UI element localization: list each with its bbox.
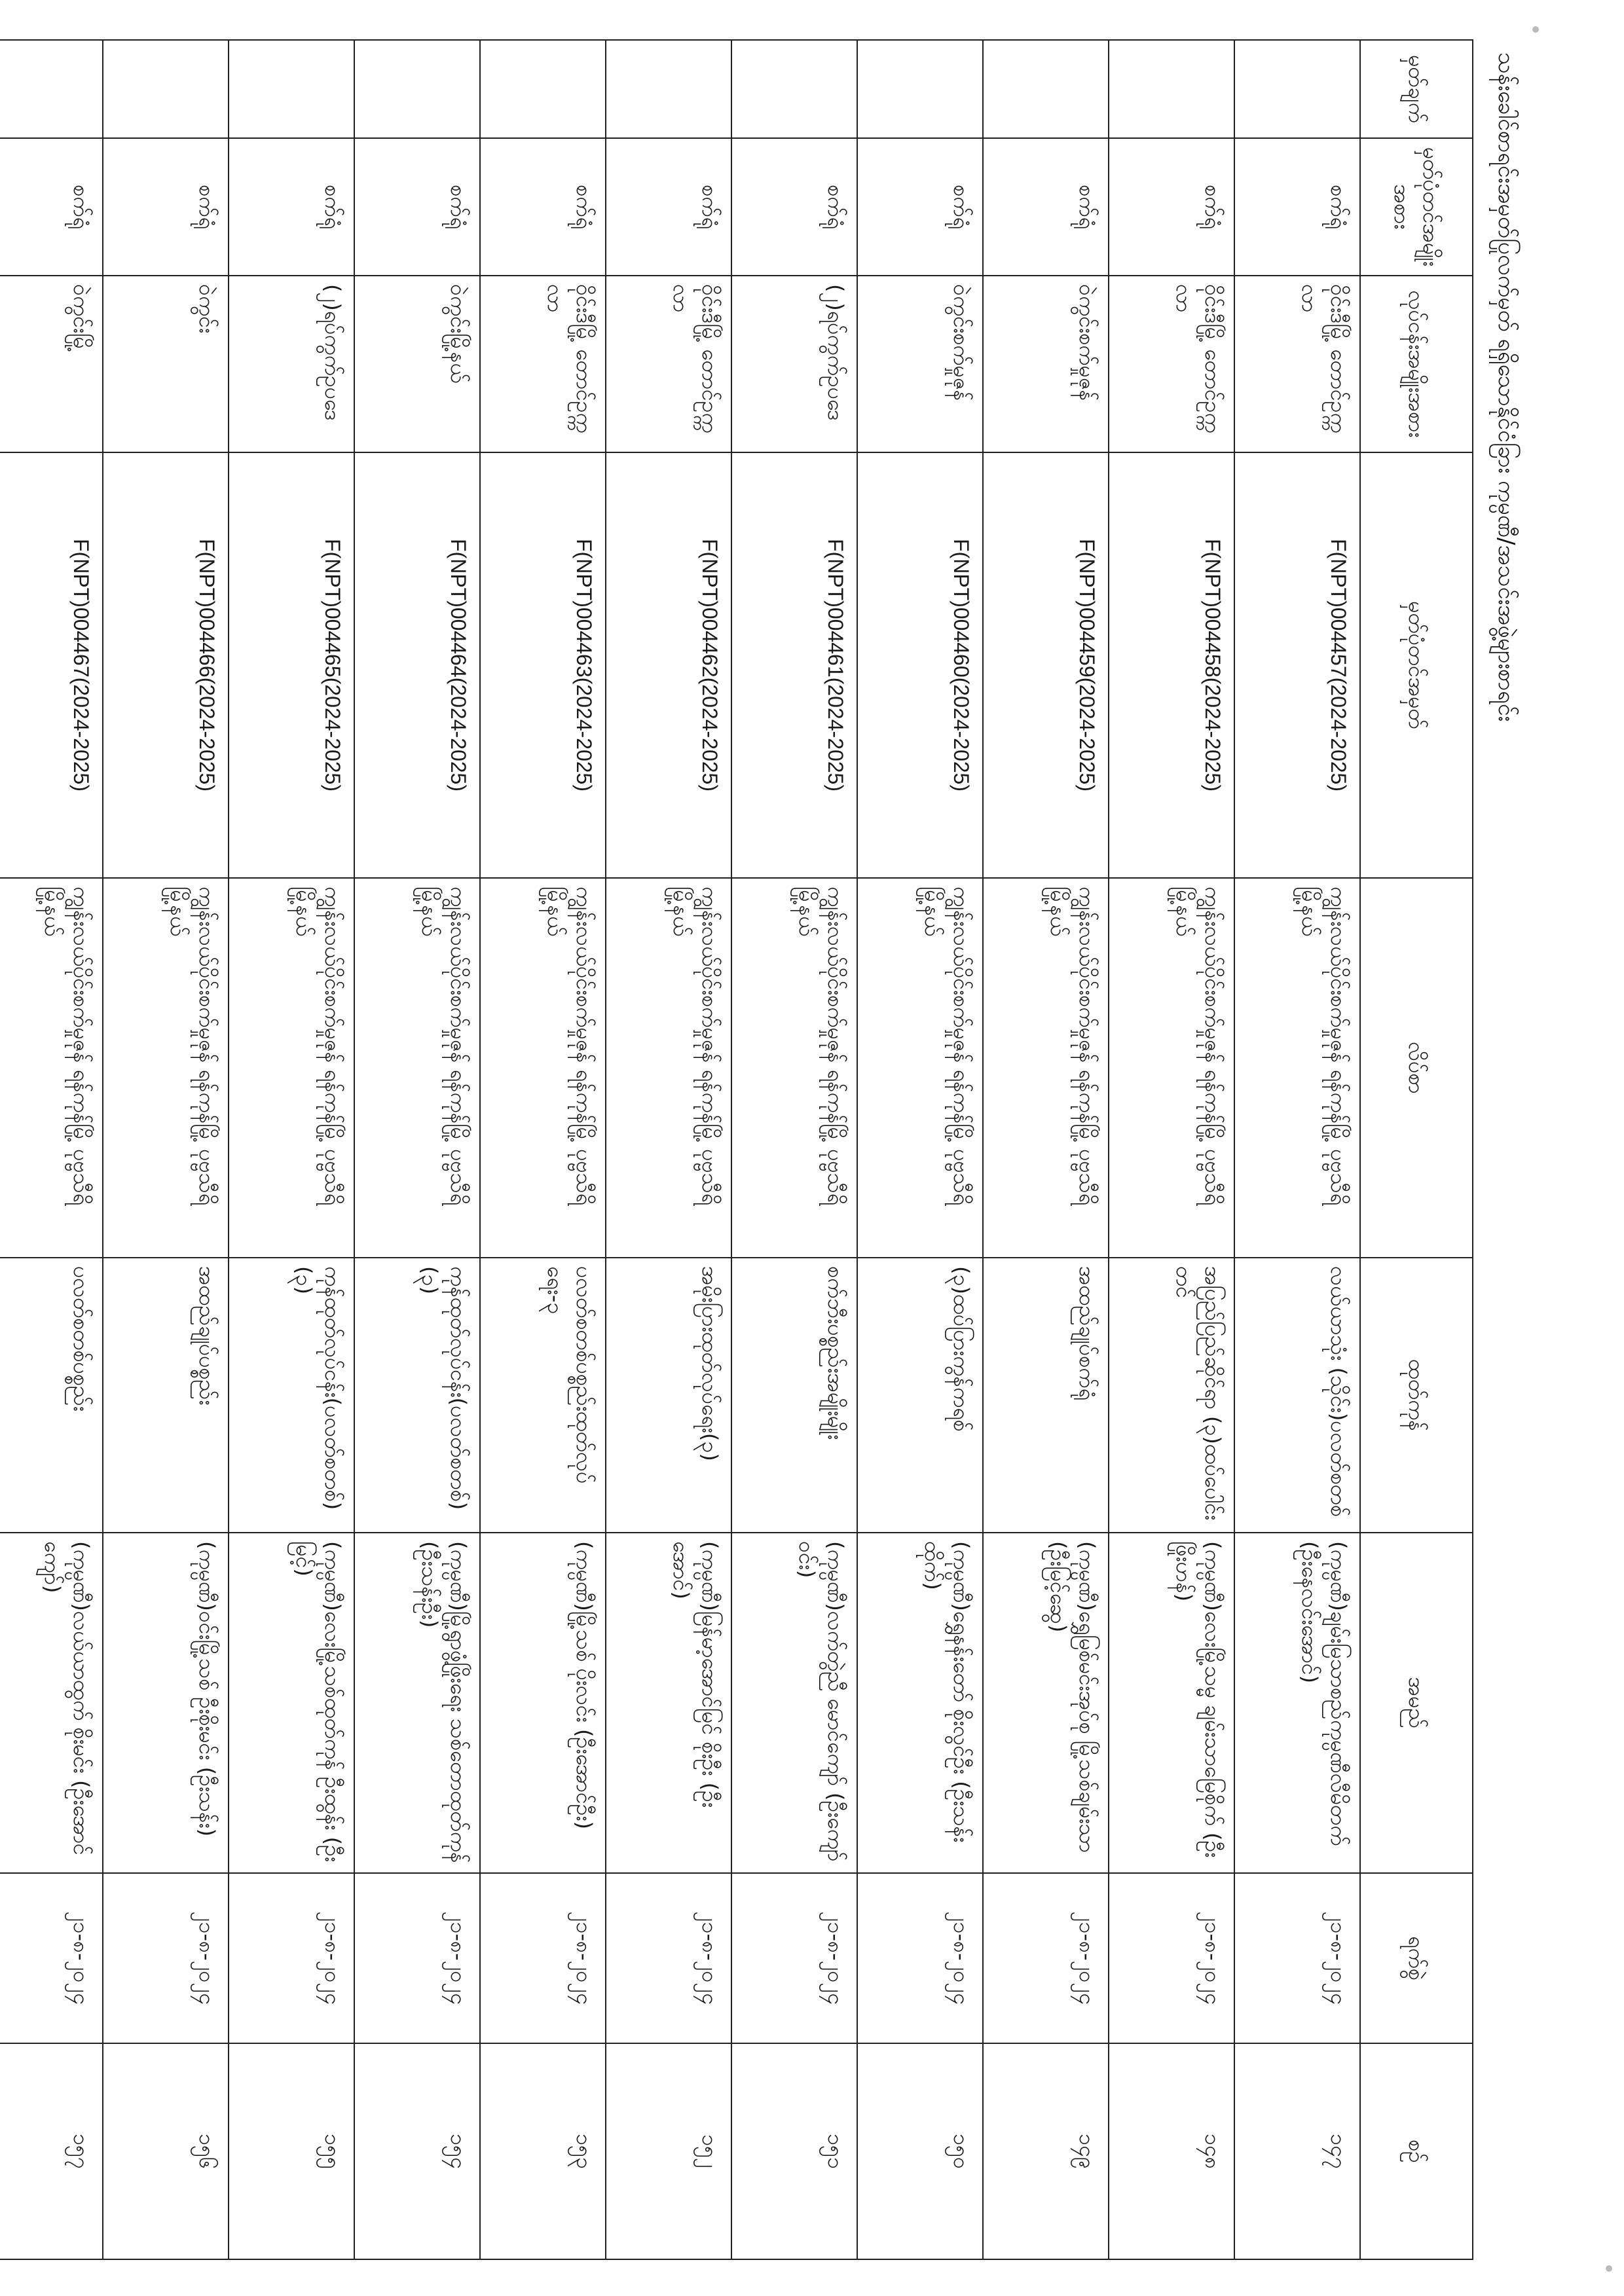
cell-business: ဝဲကွင်းစက်မှုဇုန် (983, 276, 1109, 452)
cell-name: (ကုမ္ပဏီ)မြန်မာ့အောင်မြင် စိုးဦး (ဦးအောင်) (606, 1533, 731, 1873)
cell-name: (ကုမ္ပဏီ)ချမ်းမြသာစည်ကုမ္ပဏီလီမိတက် (ဦးနေလင်းအောင်) (1234, 1533, 1360, 1873)
cell-product: စက်ဘီးပစ္စည်းအမျိုးမျိုး (731, 1258, 857, 1533)
cell-name: (ကုမ္ပဏီ)လက်တွဲညီ မောင်ကျော် (ဦးကျော်ဝင်း) (731, 1533, 857, 1873)
cell-date: ၂၁-၈-၂၀၂၄ (103, 1873, 229, 2043)
cell-no: ၁၅၅ (229, 2043, 354, 2259)
cell-reg-no: F(NPT)004464(2024-2025) (354, 452, 480, 878)
cell-address: ကျွန်းလယ်ပိုင်းစက်မှုဇုန် ရန်ကုန်မြို့ ပုဗ္ဗသီရိမြို့နယ် (480, 878, 606, 1258)
cell-no: ၁၅၆ (103, 2043, 229, 2259)
cell-reg-type: စက်ရုံ (983, 138, 1109, 276)
cell-business: (၂)ရပ်ကွက်ဥပဒေ (731, 276, 857, 452)
cell-product: ကုန်ထုတ်လုပ်ငန်း(ပလတ်စတစ်)(၃) (229, 1258, 354, 1533)
cell-product: ပလတ်စတစ်ပစ္စည်းထုတ်လုပ်ရေး-၃ (480, 1258, 606, 1533)
table-row (731, 40, 857, 2259)
cell-address: ကျွန်းလယ်ပိုင်းစက်မှုဇုန် ရန်ကုန်မြို့ ပုဗ္ဗသီရိမြို့နယ် (354, 878, 480, 1258)
table-row (606, 40, 731, 2259)
registration-table (0, 39, 1473, 2260)
cell-name: (ကုမ္ပဏီ)ရွှေမြစ်မင်းအုပ်စု မြို့သစ်ချမ်းသာ (ဦးမြင့်ဆွေ) (983, 1533, 1109, 1873)
cell-remark (229, 40, 354, 138)
cell-product: အမိုးပြားထုတ်လုပ်ရေး(၃) (606, 1258, 731, 1533)
header-name: အမည် (1360, 1533, 1473, 1873)
cell-reg-no: F(NPT)004460(2024-2025) (857, 452, 983, 878)
cell-date: ၂၁-၈-၂၀၂၄ (229, 1873, 354, 2043)
cell-reg-no: F(NPT)004463(2024-2025) (480, 452, 606, 878)
cell-no: ၁၅၇ (0, 2043, 103, 2259)
cell-address: ကျွန်းလယ်ပိုင်းစက်မှုဇုန် ရန်ကုန်မြို့ ပုဗ္ဗသီရိမြို့နယ် (229, 878, 354, 1258)
cell-name: (ကုမ္ပဏီ)လေးမြို့သမ္မ ချမ်းသာမြေစိုက် (ဦးဖြိုးဟန်) (1109, 1533, 1234, 1873)
cell-remark (983, 40, 1109, 138)
cell-business: ဝိုင်းဒီမြို့ တောင်ဥက္ကလာ (606, 276, 731, 452)
cell-remark (606, 40, 731, 138)
table-row (354, 40, 480, 2259)
cell-remark (1109, 40, 1234, 138)
cell-business: ဝဲကွင်းမြို့နယ် (354, 276, 480, 452)
header-row (1360, 40, 1473, 2259)
scan-dust-mark (1532, 26, 1539, 33)
cell-name: (ကုမ္ပဏီ)မြို့သစ် ပိုးလင်း (ဦးအောင်ဦး) (480, 1533, 606, 1873)
header-reg-no: မှတ်ပုံတင်အမှတ် (1360, 452, 1473, 878)
cell-reg-type: စက်ရုံ (731, 138, 857, 276)
cell-product: အပြည်ပြည်ဆိုင်ရာ (၃)ထပ်ပေါင်းတင် (1109, 1258, 1234, 1533)
scan-dust-mark (1606, 2265, 1612, 2272)
header-remark: မှတ်ချက် (1360, 40, 1473, 138)
cell-reg-no: F(NPT)004457(2024-2025) (1234, 452, 1360, 878)
cell-reg-type: စက်ရုံ (857, 138, 983, 276)
header-address: လိပ်စာ (1360, 878, 1473, 1258)
cell-no: ၁၄၉ (983, 2043, 1109, 2259)
rotated-document (40, 39, 1526, 2259)
cell-remark (731, 40, 857, 138)
cell-address: ကျွန်းလယ်ပိုင်းစက်မှုဇုန် ရန်ကုန်မြို့ ပုဗ္ဗသီရိမြို့နယ် (1234, 878, 1360, 1258)
cell-business: ဝဲကွင်းစက်မှုဇုန် (857, 276, 983, 452)
cell-remark (857, 40, 983, 138)
table-row (229, 40, 354, 2259)
cell-business: ဝိုင်းဒီမြို့ တောင်ဥက္ကလာ (1234, 276, 1360, 452)
header-reg-type: မှတ်ပုံတင်အမျိုးအစား (1360, 138, 1473, 276)
cell-name: (ကုမ္ပဏီ)လေးမြို့သစ်ထုတ်ကုန် ဦးထွန်း (ဦးမြင့်) (229, 1533, 354, 1873)
cell-date: ၂၁-၈-၂၀၂၄ (731, 1873, 857, 2043)
cell-no: ၁၅၂ (606, 2043, 731, 2259)
cell-reg-type: စက်ရုံ (1109, 138, 1234, 276)
cell-product: (၃)ထပ်ပြားကွန်ကရစ် (857, 1258, 983, 1533)
cell-name: (ကုမ္ပဏီ)လယ်ယာထွက် စိုးမင်း (ဦးအောင်ကျော်) (0, 1533, 103, 1873)
cell-no: ၁၅၃ (480, 2043, 606, 2259)
table-row (1234, 40, 1360, 2259)
table-row (983, 40, 1109, 2259)
cell-date: ၂၁-၈-၂၀၂၄ (983, 1873, 1109, 2043)
cell-reg-type: စက်ရုံ (1234, 138, 1360, 276)
cell-business: (၂)ရပ်ကွက်ဥပဒေ (229, 276, 354, 452)
cell-no: ၁၅၄ (354, 2043, 480, 2259)
cell-reg-no: F(NPT)004466(2024-2025) (103, 452, 229, 878)
cell-date: ၂၁-၈-၂၀၂၄ (1234, 1873, 1360, 2043)
cell-name: (ကုမ္ပဏီ)မြို့ရွာဖွံ့ဖြိုးရေး သစ်တောထုတ်ကုန် (ဦးသန်းဦး) (354, 1533, 480, 1873)
table-row (1109, 40, 1234, 2259)
cell-name: (ကုမ္ပဏီ)ဝင်းမြို့သစ် ဦးစိုးမင်း (ဦးသန်း) (103, 1533, 229, 1873)
cell-no: ၁၅၀ (857, 2043, 983, 2259)
cell-product: ပလတ်စတစ်ပစ္စည်း (0, 1258, 103, 1533)
cell-reg-no: F(NPT)004467(2024-2025) (0, 452, 103, 878)
document-title: သန်းခေါင်စာရင်းအမှတ်ပြုလက်မှတ် ရရှိသောနိုင်ငံခြား ကုမ္ပဏီ/အသင်းအဖွဲ့များစာရင်း (1493, 52, 1519, 722)
cell-product: အထည်ချုပ်စက်ရုံ (983, 1258, 1109, 1533)
header-date: ရက်စွဲ (1360, 1873, 1473, 2043)
cell-reg-type: စက်ရုံ (229, 138, 354, 276)
cell-reg-type: စက်ရုံ (0, 138, 103, 276)
cell-no: ၁၅၁ (731, 2043, 857, 2259)
cell-business: ဝဲကွင်း (103, 276, 229, 452)
header-business: လုပ်ငန်းအမျိုးအစား (1360, 276, 1473, 452)
cell-no: ၁၄၇ (1234, 2043, 1360, 2259)
cell-remark (0, 40, 103, 138)
table-row (103, 40, 229, 2259)
cell-date: ၂၁-၈-၂၀၂၄ (0, 1873, 103, 2043)
cell-remark (103, 40, 229, 138)
table-row (0, 40, 103, 2259)
cell-name: (ကုမ္ပဏီ)ရွှေနန်းတော် စိုးလွင်ဦး (ဦးသန်းထိုက်) (857, 1533, 983, 1873)
cell-reg-no: F(NPT)004465(2024-2025) (229, 452, 354, 878)
cell-address: ကျွန်းလယ်ပိုင်းစက်မှုဇုန် ရန်ကုန်မြို့ ပုဗ္ဗသီရိမြို့နယ် (0, 878, 103, 1258)
cell-date: ၂၁-၈-၂၀၂၄ (857, 1873, 983, 2043)
cell-product: အထည်ချုပ်ပစ္စည်း (103, 1258, 229, 1533)
cell-business: ဝိုင်းဒီမြို့ တောင်ဥက္ကလာ (1109, 276, 1234, 452)
cell-business: ဝိုင်းဒီမြို့ တောင်ဥက္ကလာ (480, 276, 606, 452)
cell-address: ကျွန်းလယ်ပိုင်းစက်မှုဇုန် ရန်ကုန်မြို့ ပုဗ္ဗသီရိမြို့နယ် (983, 878, 1109, 1258)
cell-address: ကျွန်းလယ်ပိုင်းစက်မှုဇုန် ရန်ကုန်မြို့ ပုဗ္ဗသီရိမြို့နယ် (103, 878, 229, 1258)
cell-no: ၁၄၈ (1109, 2043, 1234, 2259)
cell-business: ဝဲကွင်းမြို့ (0, 276, 103, 452)
cell-address: ကျွန်းလယ်ပိုင်းစက်မှုဇုန် ရန်ကုန်မြို့ ပုဗ္ဗသီရိမြို့နယ် (731, 878, 857, 1258)
cell-remark (480, 40, 606, 138)
header-no: စဉ် (1360, 2043, 1473, 2259)
cell-date: ၂၁-၈-၂၀၂၄ (606, 1873, 731, 2043)
cell-reg-no: F(NPT)004458(2024-2025) (1109, 452, 1234, 878)
cell-remark (354, 40, 480, 138)
cell-reg-type: စက်ရုံ (354, 138, 480, 276)
cell-reg-no: F(NPT)004462(2024-2025) (606, 452, 731, 878)
cell-remark (1234, 40, 1360, 138)
cell-date: ၂၁-၈-၂၀၂၄ (1109, 1873, 1234, 2043)
table-row (857, 40, 983, 2259)
cell-reg-no: F(NPT)004461(2024-2025) (731, 452, 857, 878)
cell-product: လယ်ယာသုံး (သိုင်း)ပလတ်စတစ် (1234, 1258, 1360, 1533)
cell-reg-type: စက်ရုံ (480, 138, 606, 276)
cell-reg-type: စက်ရုံ (103, 138, 229, 276)
cell-reg-type: စက်ရုံ (606, 138, 731, 276)
table-row (480, 40, 606, 2259)
cell-reg-no: F(NPT)004459(2024-2025) (983, 452, 1109, 878)
cell-date: ၂၁-၈-၂၀၂၄ (480, 1873, 606, 2043)
header-product: ထုတ်ကုန် (1360, 1258, 1473, 1533)
cell-address: ကျွန်းလယ်ပိုင်းစက်မှုဇုန် ရန်ကုန်မြို့ ပုဗ္ဗသီရိမြို့နယ် (1109, 878, 1234, 1258)
cell-address: ကျွန်းလယ်ပိုင်းစက်မှုဇုန် ရန်ကုန်မြို့ ပုဗ္ဗသီရိမြို့နယ် (857, 878, 983, 1258)
cell-address: ကျွန်းလယ်ပိုင်းစက်မှုဇုန် ရန်ကုန်မြို့ ပုဗ္ဗသီရိမြို့နယ် (606, 878, 731, 1258)
cell-product: ကုန်ထုတ်လုပ်ငန်း(ပလတ်စတစ်)(၃) (354, 1258, 480, 1533)
cell-date: ၂၁-၈-၂၀၂၄ (354, 1873, 480, 2043)
